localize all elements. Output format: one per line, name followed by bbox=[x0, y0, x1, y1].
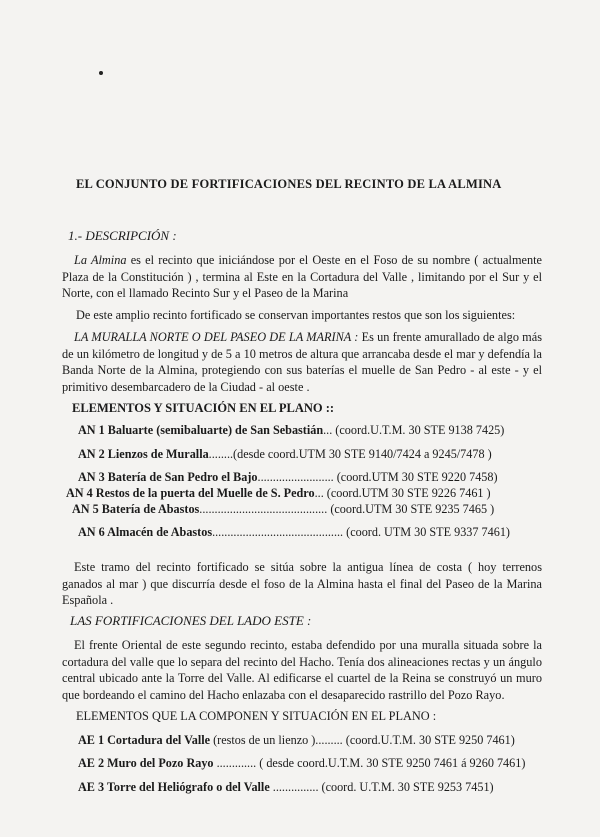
list-item-an6 bbox=[78, 525, 510, 540]
paragraph-5-text: El frente Oriental de este segundo recinto, estaba defendido por una muralla situada sobre la cortadura del valle que lo separa del recinto del Hacho. Tenía dos alineaciones rectas y un ángulo central ubicado ante la Torre del Valle. Al edificarse el cuartel de la Reina se construyó un muro que bordeando el camino del Hacho enlazaba con el desaparecido rastrillo del Pozo Rayo. bbox=[62, 638, 542, 702]
list-item-coords: (restos de un lienzo )......... (coord.U.T.M. 30 STE 9250 7461) bbox=[210, 733, 515, 747]
paragraph-3-emphasis: LA MURALLA NORTE O DEL PASEO DE LA MARINA : bbox=[74, 330, 359, 344]
list-item-label: AN 5 Batería de Abastos bbox=[72, 502, 200, 516]
paragraph-4-text: Este tramo del recinto fortificado se sitúa sobre la antigua línea de costa ( hoy terrenos ganados al mar ) que discurría desde el foso de la Almina hasta el final del Paseo de la Marina Española . bbox=[62, 560, 542, 607]
paragraph-3 bbox=[62, 329, 542, 395]
list-item-an4 bbox=[66, 486, 491, 501]
paragraph-3-text: Es un frente amurallado de algo más de un kilómetro de longitud y de 5 a 10 metros de altura que arrancaba desde el mar y defendía la Banda Norte de la Almina, protegiendo con sus baterías el muelle de San Pedro - al este - y el primitivo desembarcadero de la Ciudad - al oeste . bbox=[62, 330, 542, 394]
section-2-heading: LAS FORTIFICACIONES DEL LADO ESTE : bbox=[70, 613, 312, 628]
paragraph-2: De este amplio recinto fortificado se conservan importantes restos que son los siguientes: bbox=[76, 308, 516, 322]
list-item-coords: ........................................... (coord. UTM 30 STE 9337 7461) bbox=[212, 525, 510, 539]
list-item-ae2 bbox=[78, 756, 525, 771]
paragraph-1-emphasis: La Almina bbox=[74, 253, 127, 267]
list-item-coords: ......................... (coord.UTM 30 STE 9220 7458) bbox=[257, 470, 498, 484]
list-item-label: AN 4 Restos de la puerta del Muelle de S. Pedro bbox=[66, 486, 315, 500]
list-item-label: AE 3 Torre del Heliógrafo o del Valle bbox=[78, 780, 270, 794]
list-item-label: AN 1 Baluarte (semibaluarte) de San Sebastián bbox=[78, 423, 324, 437]
list-item-label: AN 2 Lienzos de Muralla bbox=[78, 447, 209, 461]
list-item-an3 bbox=[78, 470, 498, 485]
list-item-an2 bbox=[78, 447, 492, 462]
list-item-ae3 bbox=[78, 780, 494, 795]
section-1-heading: 1.- DESCRIPCIÓN : bbox=[68, 228, 177, 243]
paragraph-1 bbox=[62, 252, 542, 302]
ae-elements-heading: ELEMENTOS QUE LA COMPONEN Y SITUACIÓN EN EL PLANO : bbox=[76, 709, 437, 723]
list-item-label: AE 2 Muro del Pozo Rayo bbox=[78, 756, 214, 770]
paragraph-1-text: es el recinto que iniciándose por el Oeste en el Foso de su nombre ( actualmente Plaza de la Constitución ) , termina al Este en la Cortadura del Valle , limitando por el Sur y el Norte, con el llamado Recinto Sur y el Paseo de la Marina bbox=[62, 253, 542, 300]
ink-dot bbox=[99, 71, 103, 75]
list-item-coords: ........(desde coord.UTM 30 STE 9140/7424 a 9245/7478 ) bbox=[208, 447, 492, 461]
list-item-label: AE 1 Cortadura del Valle bbox=[78, 733, 211, 747]
paragraph-5 bbox=[62, 637, 542, 703]
document-title: EL CONJUNTO DE FORTIFICACIONES DEL RECINTO DE LA ALMINA bbox=[76, 177, 502, 191]
list-item-coords: ... (coord.U.T.M. 30 STE 9138 7425) bbox=[323, 423, 505, 437]
list-item-ae1 bbox=[78, 733, 515, 748]
list-item-coords: .......................................... (coord.UTM 30 STE 9235 7465 ) bbox=[199, 502, 495, 516]
list-item-label: AN 6 Almacén de Abastos bbox=[78, 525, 213, 539]
list-item-coords: ............... (coord. U.T.M. 30 STE 9253 7451) bbox=[269, 780, 494, 794]
list-item-an5 bbox=[72, 502, 494, 517]
list-item-an1 bbox=[78, 423, 504, 438]
paragraph-4 bbox=[62, 559, 542, 609]
list-item-coords: ... (coord.UTM 30 STE 9226 7461 ) bbox=[314, 486, 491, 500]
an-elements-heading: ELEMENTOS Y SITUACIÓN EN EL PLANO :: bbox=[72, 401, 335, 415]
list-item-label: AN 3 Batería de San Pedro el Bajo bbox=[78, 470, 258, 484]
list-item-coords: ............. ( desde coord.U.T.M. 30 STE 9250 7461 á 9260 7461) bbox=[213, 756, 526, 770]
